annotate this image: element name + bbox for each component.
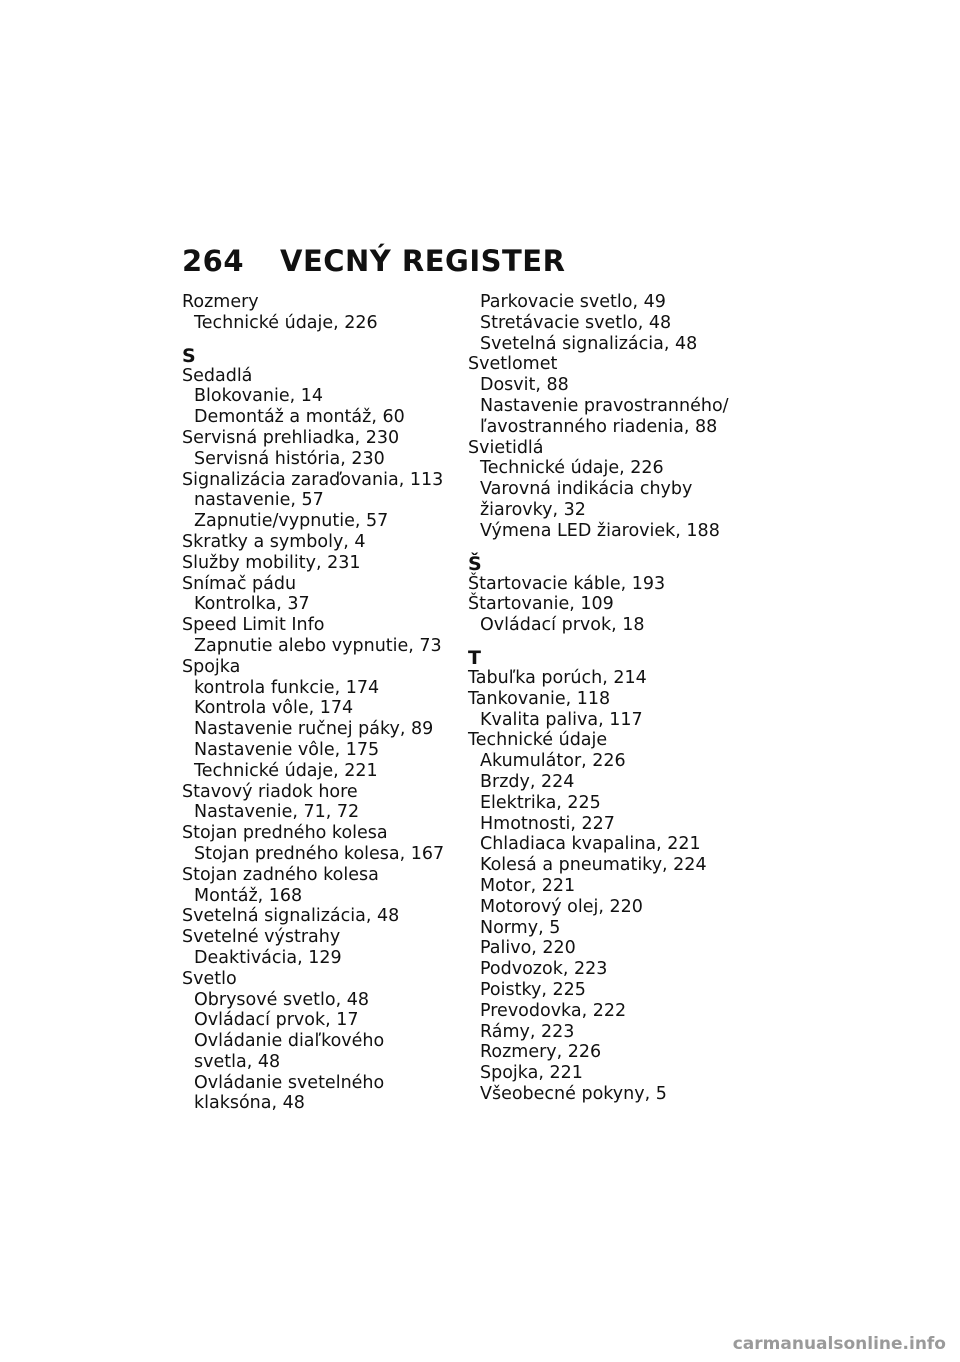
index-subentry: Stretávacie svetlo, 48 bbox=[480, 312, 672, 333]
index-entry: Tabuľka porúch, 214 bbox=[468, 667, 647, 688]
index-subentry: Akumulátor, 226 bbox=[480, 751, 626, 772]
index-subentry: Nastavenie vôle, 175 bbox=[194, 739, 380, 760]
index-subentry: Dosvit, 88 bbox=[480, 375, 569, 396]
index-subentry: Stojan predného kolesa, 167 bbox=[194, 843, 445, 864]
index-subentry: svetla, 48 bbox=[194, 1051, 281, 1072]
index-entry: Služby mobility, 231 bbox=[182, 552, 361, 573]
index-entry: Servisná prehliadka, 230 bbox=[182, 427, 400, 448]
index-subentry: Spojka, 221 bbox=[480, 1063, 583, 1084]
index-subentry: Rámy, 223 bbox=[480, 1021, 575, 1042]
index-subentry: Ovládanie diaľkového bbox=[194, 1031, 385, 1052]
index-subentry: Podvozok, 223 bbox=[480, 959, 608, 980]
index-subentry: Deaktivácia, 129 bbox=[194, 947, 342, 968]
index-entry: Stojan zadného kolesa bbox=[182, 864, 379, 885]
index-subentry: Motor, 221 bbox=[480, 875, 576, 896]
section-letter: S bbox=[182, 344, 196, 367]
index-entry: Sedadlá bbox=[182, 365, 253, 386]
index-subentry: Nastavenie, 71, 72 bbox=[194, 802, 360, 823]
index-subentry: Svetelná signalizácia, 48 bbox=[480, 333, 698, 354]
index-subentry: Kvalita paliva, 117 bbox=[480, 709, 643, 730]
index-subentry: Montáž, 168 bbox=[194, 885, 303, 906]
index-subentry: Výmena LED žiaroviek, 188 bbox=[480, 520, 720, 541]
index-subentry: Ovládací prvok, 17 bbox=[194, 1010, 359, 1031]
index-subentry: Servisná história, 230 bbox=[194, 448, 385, 469]
index-subentry: klaksóna, 48 bbox=[194, 1093, 305, 1114]
index-subentry: Nastavenie pravostranného/ bbox=[480, 395, 729, 416]
index-entry: Svetelná signalizácia, 48 bbox=[182, 906, 400, 927]
index-subentry: Prevodovka, 222 bbox=[480, 1000, 627, 1021]
index-subentry: Kolesá a pneumatiky, 224 bbox=[480, 855, 707, 876]
index-entry: Rozmery bbox=[182, 292, 259, 312]
index-subentry: Parkovacie svetlo, 49 bbox=[480, 292, 666, 312]
index-subentry: Technické údaje, 221 bbox=[194, 760, 378, 781]
index-subentry: Zapnutie alebo vypnutie, 73 bbox=[194, 635, 442, 656]
index-subentry: Ovládací prvok, 18 bbox=[480, 615, 645, 636]
page-header bbox=[182, 244, 565, 278]
index-entry: Svetlo bbox=[182, 968, 237, 989]
index-subentry: nastavenie, 57 bbox=[194, 490, 324, 511]
index-subentry: Brzdy, 224 bbox=[480, 771, 575, 792]
index-subentry: Chladiaca kvapalina, 221 bbox=[480, 834, 701, 855]
index-subentry: Technické údaje, 226 bbox=[194, 312, 378, 333]
index-subentry: Poistky, 225 bbox=[480, 979, 586, 1000]
index-subentry: Nastavenie ručnej páky, 89 bbox=[194, 719, 434, 740]
index-entry: Stojan predného kolesa bbox=[182, 823, 388, 844]
index-entry: Tankovanie, 118 bbox=[468, 688, 611, 709]
index-column-left bbox=[182, 292, 462, 1114]
index-entry: Skratky a symboly, 4 bbox=[182, 531, 366, 552]
index-entry: Stavový riadok hore bbox=[182, 781, 358, 802]
index-column-right bbox=[468, 292, 748, 1105]
index-subentry: Palivo, 220 bbox=[480, 938, 576, 959]
index-subentry: Demontáž a montáž, 60 bbox=[194, 407, 405, 428]
index-subentry: Kontrolka, 37 bbox=[194, 594, 310, 615]
index-entry: Štartovacie káble, 193 bbox=[468, 573, 666, 594]
watermark: carmanualsonline.info bbox=[732, 1334, 946, 1354]
index-subentry: Obrysové svetlo, 48 bbox=[194, 989, 370, 1010]
section-letter: Š bbox=[468, 552, 482, 575]
page-number: 264 bbox=[182, 244, 245, 278]
section-letter: T bbox=[468, 646, 481, 669]
index-subentry: Hmotnosti, 227 bbox=[480, 813, 615, 834]
index-subentry: ľavostranného riadenia, 88 bbox=[480, 416, 718, 437]
index-subentry: Motorový olej, 220 bbox=[480, 896, 643, 917]
index-entry: Svetlomet bbox=[468, 354, 558, 375]
index-entry: Štartovanie, 109 bbox=[468, 594, 614, 615]
index-subentry: Zapnutie/vypnutie, 57 bbox=[194, 511, 389, 532]
index-entry: Spojka bbox=[182, 656, 241, 677]
index-entry: Svetelné výstrahy bbox=[182, 927, 341, 948]
index-subentry: Normy, 5 bbox=[480, 917, 561, 938]
index-entry: Signalizácia zaraďovania, 113 bbox=[182, 469, 444, 490]
index-subentry: Ovládanie svetelného bbox=[194, 1072, 385, 1093]
index-subentry: Kontrola vôle, 174 bbox=[194, 698, 354, 719]
index-entry: Speed Limit Info bbox=[182, 615, 325, 636]
index-subentry: Technické údaje, 226 bbox=[480, 458, 664, 479]
index-subentry: kontrola funkcie, 174 bbox=[194, 677, 380, 698]
index-subentry: Všeobecné pokyny, 5 bbox=[480, 1083, 667, 1104]
index-subentry: Blokovanie, 14 bbox=[194, 386, 323, 407]
page-title: VECNÝ REGISTER bbox=[280, 244, 566, 278]
index-entry: Svietidlá bbox=[468, 437, 544, 458]
index-entry: Snímač pádu bbox=[182, 573, 297, 594]
index-subentry: žiarovky, 32 bbox=[480, 499, 586, 520]
index-subentry: Rozmery, 226 bbox=[480, 1042, 602, 1063]
index-subentry: Varovná indikácia chyby bbox=[480, 479, 693, 500]
index-entry: Technické údaje bbox=[468, 730, 608, 751]
index-subentry: Elektrika, 225 bbox=[480, 792, 601, 813]
